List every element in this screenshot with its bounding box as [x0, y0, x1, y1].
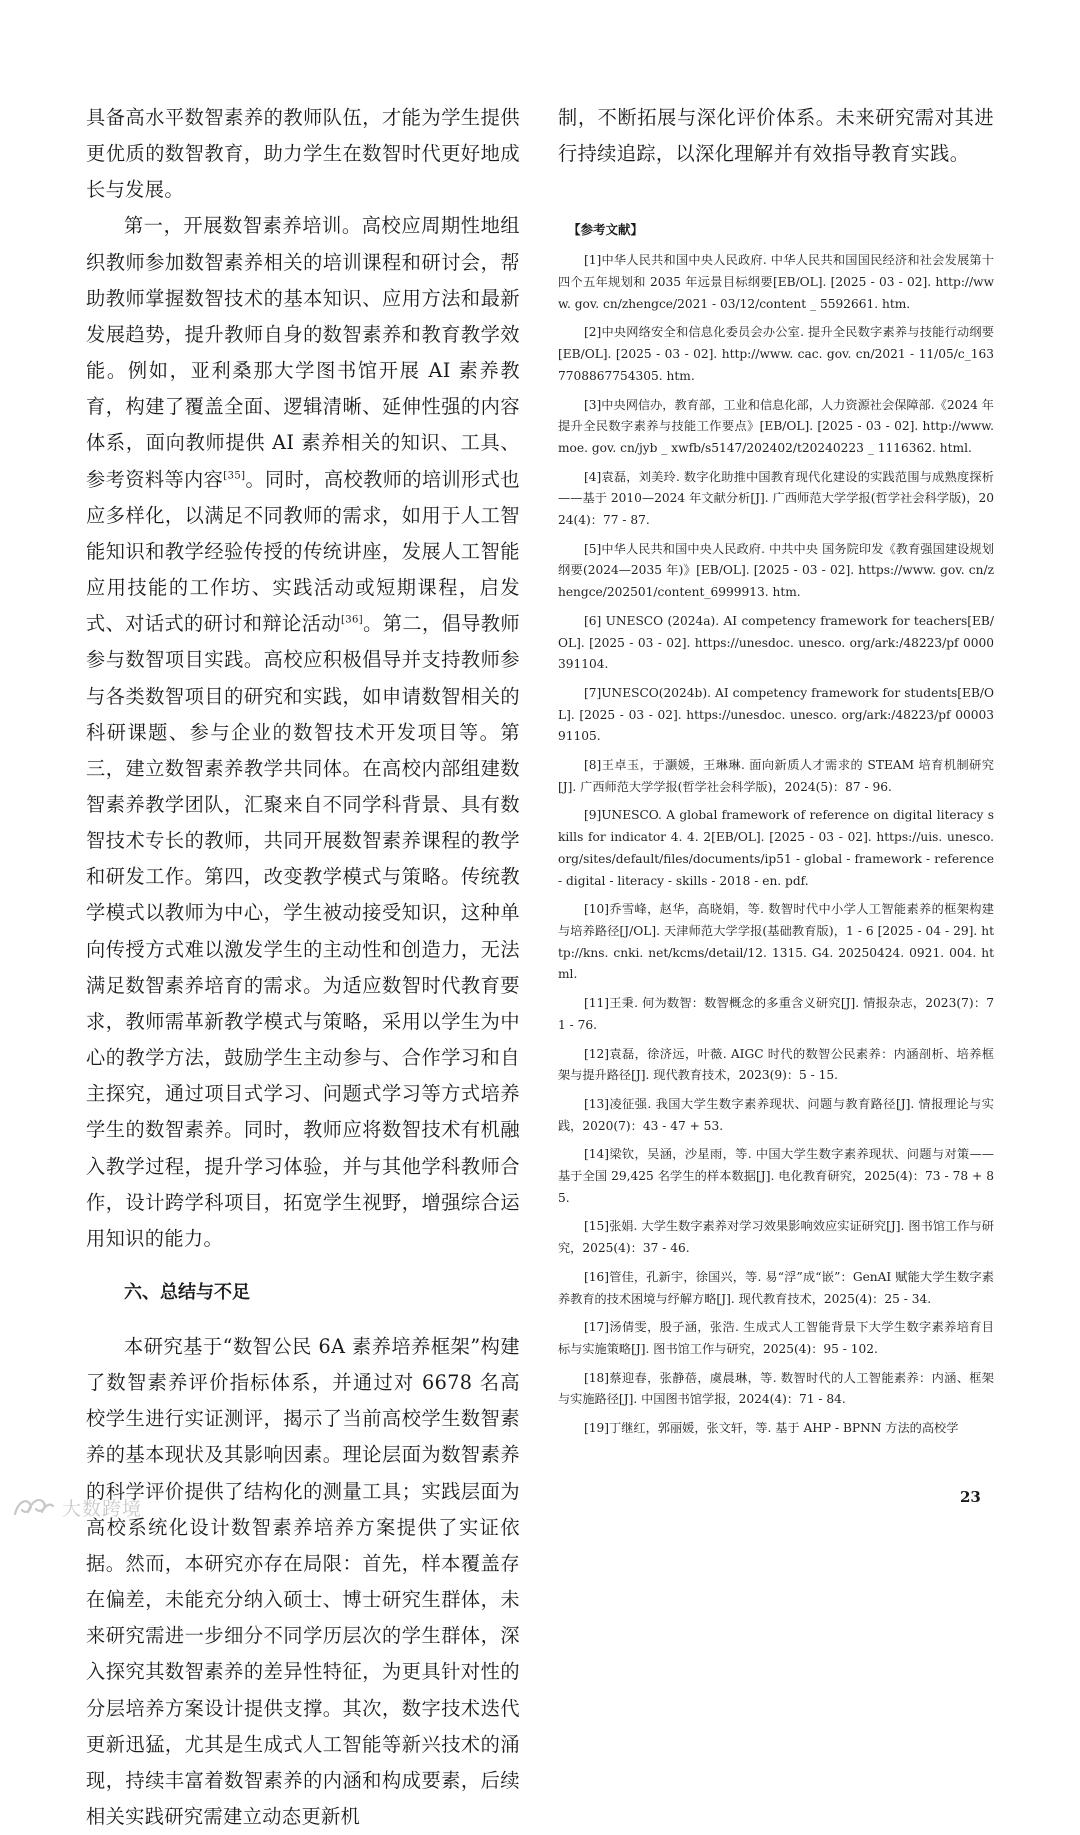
body-paragraph-1: 具备高水平数智素养的教师队伍，才能为学生提供更优质的数智教育，助力学生在数智时代更好地成长与发展。 [86, 106, 520, 202]
reference-item: [3]中央网信办，教育部，工业和信息化部，人力资源社会保障部.《2024 年提升全民数字素养与技能工作要点》[EB/OL]. [2025 - 03 - 02]. http://www. moe. gov. cn/jyb _ xwfb/s5147/202402/t20240223 _ 1116362. html. [558, 397, 994, 455]
reference-item: [2]中央网络安全和信息化委员会办公室. 提升全民数字素养与技能行动纲要[EB/OL]. [2025 - 03 - 02]. http://www. cac. gov. cn/2021 - 11/05/c_1637708867754305. htm. [558, 325, 994, 383]
reference-item: [1]中华人民共和国中央人民政府. 中华人民共和国国民经济和社会发展第十四个五年规划和 2035 年远景目标纲要[EB/OL]. [2025 - 03 - 02]. http://www. gov. cn/zhengce/2021 - 03/12/content _ 5592661. htm. [558, 253, 994, 311]
reference-item: [19]丁继红，郭丽媛，张文轩，等. 基于 AHP - BPNN 方法的高校学 [584, 1421, 959, 1436]
watermark [12, 1492, 142, 1522]
citation-36[interactable]: [36] [340, 614, 364, 626]
paragraph-2-part-b: 。同时，高校教师的培训形式也应多样化，以满足不同教师的需求，如用于人工智能知识和教学经验传授的传统讲座，发展人工智能应用技能的工作坊、实践活动或短期课程，启发式、对话式的研讨和辩论活动 [86, 467, 520, 636]
reference-item: [9]UNESCO. A global framework of reference on digital literacy skills for indicator 4. 4. 2[EB/OL]. [2025 - 03 - 02]. https://uis. unesco. org/sites/default/files/documents/ip51 - global - framework - reference - digital - literacy - skills - 2018 - en. pdf. [558, 808, 994, 888]
reference-item: [16]管佳，孔新宇，徐国兴，等. 易“浮”成“嵌”：GenAI 赋能大学生数字素养教育的技术困境与纾解方略[J]. 现代教育技术，2025(4)：25 - 34. [558, 1269, 994, 1306]
reference-item: [5]中华人民共和国中央人民政府. 中共中央 国务院印发《教育强国建设规划纲要(2024—2035 年)》[EB/OL]. [2025 - 03 - 02]. https://www. gov. cn/zhengce/202501/content_6999913. htm. [558, 541, 994, 600]
brand-logo-icon [12, 1494, 56, 1520]
paragraph-2-part-a: 第一，开展数智素养培训。高校应周期性地组织教师参加数智素养相关的培训课程和研讨会，帮助教师掌握数智技术的基本知识、应用方法和最新发展趋势，提升教师自身的数智素养和教育教学效能。例如，亚利桑那大学图书馆开展 AI 素养教育，构建了覆盖全面、逻辑清晰、延伸性强的内容体系，面向教师提供 AI 素养相关的知识、工具、参考资料等内容 [86, 214, 520, 491]
reference-item: [11]王秉. 何为数智：数智概念的多重含义研究[J]. 情报杂志，2023(7)：71 - 76. [558, 996, 994, 1032]
reference-item: [17]汤倩雯，殷子涵，张浩. 生成式人工智能背景下大学生数字素养培育目标与实施策略[J]. 图书馆工作与研究，2025(4)：95 - 102. [558, 1320, 994, 1356]
reference-item: [7]UNESCO(2024b). AI competency framework for students[EB/OL]. [2025 - 03 - 02]. https://unesdoc. unesco. org/ark:/48223/pf 0000391105. [558, 685, 994, 744]
continuation-paragraph: 制，不断拓展与深化评价体系。未来研究需对其进行持续追踪，以深化理解并有效指导教育实践。 [558, 106, 994, 166]
page-number: 23 [960, 1488, 981, 1506]
reference-item: [15]张娟. 大学生数字素养对学习效果影响效应实证研究[J]. 图书馆工作与研究，2025(4)：37 - 46. [558, 1219, 994, 1256]
body-paragraph-2 [86, 208, 520, 1257]
citation-35[interactable]: [35] [223, 470, 246, 482]
reference-item: [4]袁磊，刘美玲. 数字化助推中国教育现代化建设的实践范围与成熟度探析——基于 2010—2024 年文献分析[J]. 广西师范大学学报(哲学社会科学版)，2024(4)：77 - 87. [558, 469, 994, 528]
reference-item: [10]乔雪峰，赵华，高晓娟，等. 数智时代中小学人工智能素养的框架构建与培养路径[J/OL]. 天津师范大学学报(基础教育版)，1 - 6 [2025 - 04 - 29]. http://kns. cnki. net/kcms/detail/12. 1315. G4. 20250424. 0921. 004. html. [558, 902, 994, 982]
left-column [86, 100, 520, 1835]
reference-item: [8]王卓玉，于灏媛，王琳琳. 面向新质人才需求的 STEAM 培育机制研究[J]. 广西师范大学学报(哲学社会科学版)，2024(5)：87 - 96. [558, 758, 994, 794]
reference-list [558, 250, 994, 1439]
reference-item: [12]袁磊，徐济远，叶薇. AIGC 时代的数智公民素养：内涵剖析、培养框架与提升路径[J]. 现代教育技术，2023(9)：5 - 15. [558, 1046, 994, 1083]
reference-item: [18]蔡迎春，张静蓓，虞晨琳，等. 数智时代的人工智能素养：内涵、框架与实施路径[J]. 中国图书馆学报，2024(4)：71 - 84. [558, 1370, 994, 1407]
reference-item: [13]凌征强. 我国大学生数字素养现状、问题与教育路径[J]. 情报理论与实践，2020(7)：43 - 47 + 53. [558, 1096, 994, 1133]
paragraph-2-part-c: 。第二，倡导教师参与数智项目实践。高校应积极倡导并支持教师参与各类数智项目的研究和实践，如申请数智相关的科研课题、参与企业的数智技术开发项目等。第三，建立数智素养教学共同体。在高校内部组建数智素养教学团队，汇聚来自不同学科背景、具有数智技术专长的教师，共同开展数智素养课程的教学和研发工作。第四，改变教学模式与策略。传统教学模式以教师为中心，学生被动接受知识，这种单向传授方式难以激发学生的主动性和创造力，无法满足数智素养培育的需求。为适应数智时代教育要求，教师需革新教学模式与策略，采用以学生为中心的教学方法，鼓励学生主动参与、合作学习和自主探究，通过项目式学习、问题式学习等方式培养学生的数智素养。同时，教师应将数智技术有机融入教学过程，提升学习体验，并与其他学科教师合作，设计跨学科项目，拓宽学生视野，增强综合运用知识的能力。 [86, 612, 521, 1250]
reference-item: [14]梁钦，吴涵，沙星雨，等. 中国大学生数字素养现状、问题与对策——基于全国 29,425 名学生的样本数据[J]. 电化教育研究，2025(4)：73 - 78 + 85. [558, 1147, 994, 1205]
reference-item: [6] UNESCO (2024a). AI competency framework for teachers[EB/OL]. [2025 - 03 - 02]. https://unesdoc. unesco. org/ark:/48223/pf 0000391104. [558, 613, 994, 672]
body-paragraph-3: 本研究基于“数智公民 6A 素养培养框架”构建了数智素养评价指标体系，并通过对 6678 名高校学生进行实证测评，揭示了当前高校学生数智素养的基本现状及其影响因素。理论层面为数智素养的科学评价提供了结构化的测量工具；实践层面为高校系统化设计数智素养培养方案提供了实证依据。然而，本研究亦存在局限：首先，样本覆盖存在偏差，未能充分纳入硕士、博士研究生群体，未来研究需进一步细分不同学历层次的学生群体，深入探究其数智素养的差异性特征，为更具针对性的分层培养方案设计提供支撑。其次，数字技术迭代更新迅猛，尤其是生成式人工智能等新兴技术的涌现，持续丰富着数智素养的内涵和构成要素，后续相关实践研究需建立动态更新机 [86, 1335, 520, 1829]
references-heading: 【参考文献】 [568, 222, 644, 238]
section-heading: 六、总结与不足 [124, 1282, 250, 1303]
watermark-text: 大数跨境 [62, 1497, 143, 1520]
right-column [558, 100, 994, 1447]
